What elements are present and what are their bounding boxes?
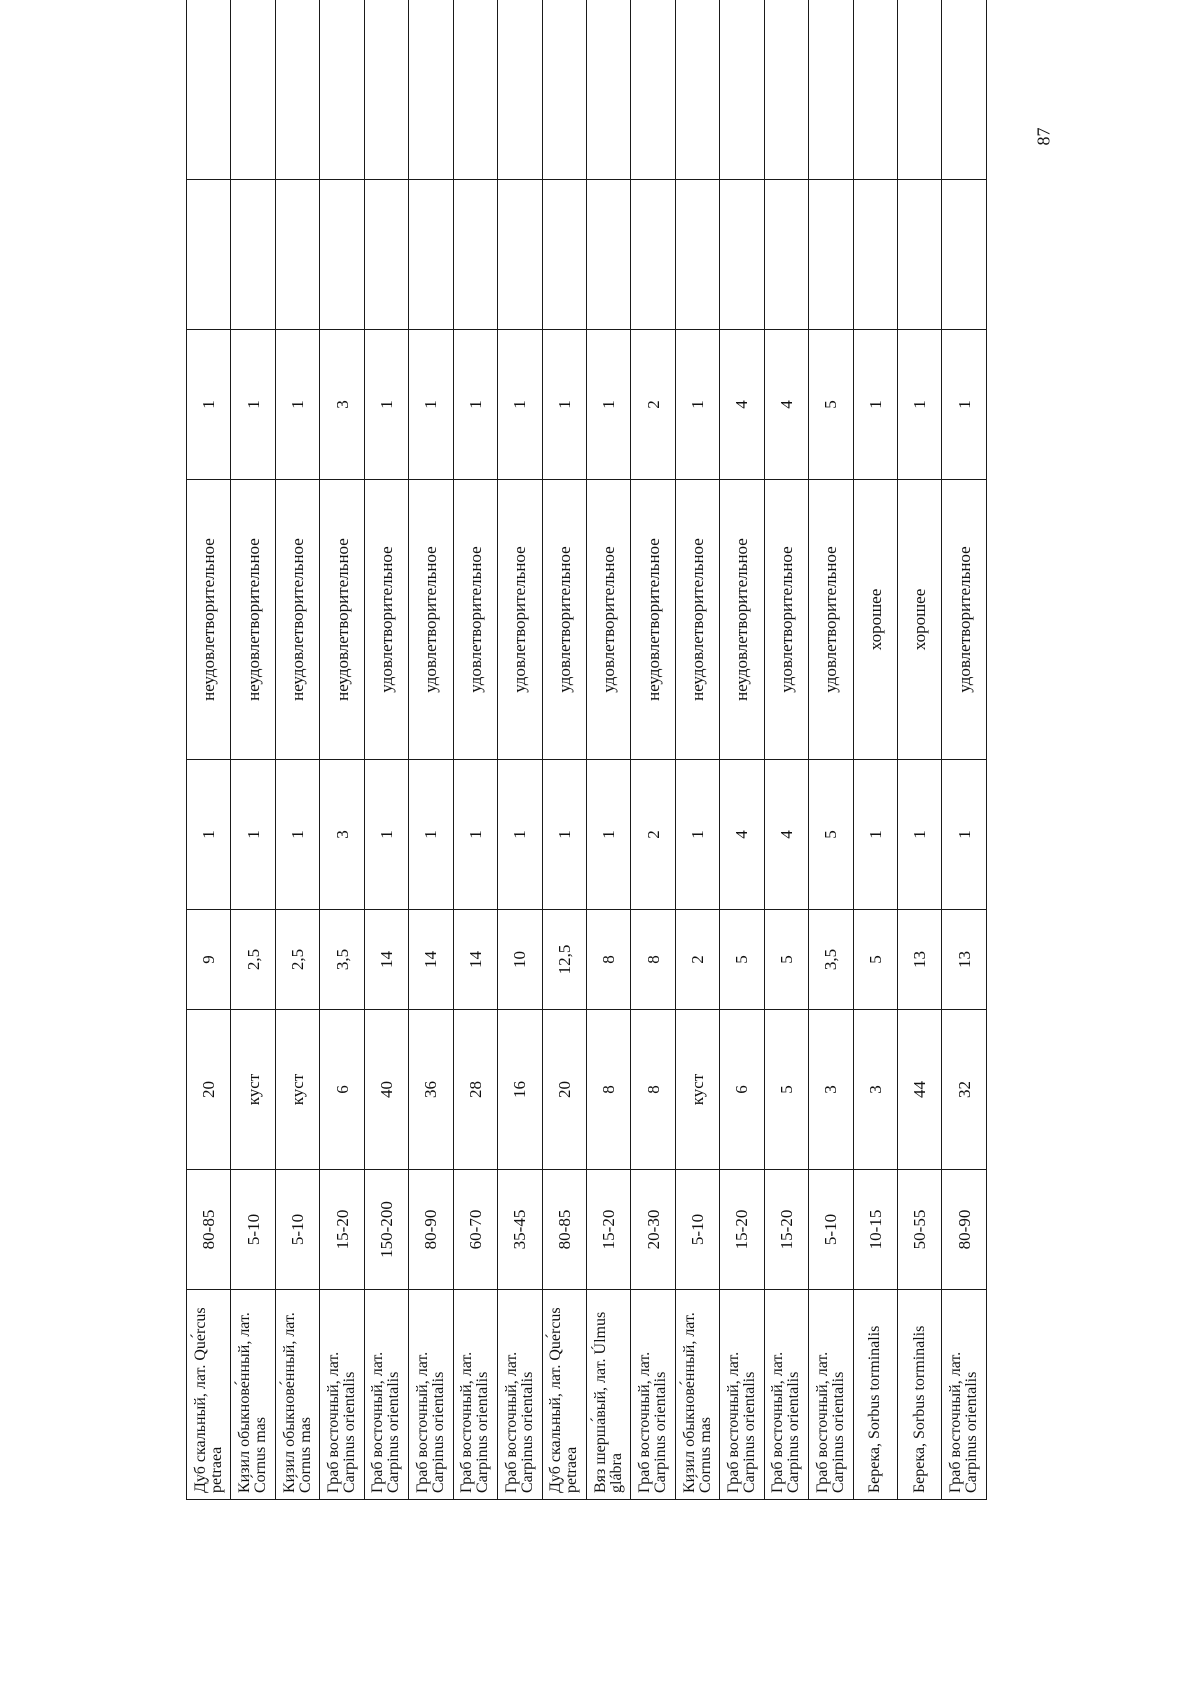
count2-cell: 3 xyxy=(320,330,364,480)
species-cell: Граб восточный, лат. Carpinus orientalis xyxy=(498,1290,542,1500)
count-cell: 1 xyxy=(942,760,986,910)
table-row xyxy=(498,0,542,1500)
age-cell: 60-70 xyxy=(453,1170,497,1290)
condition-cell: неудовлетворительное xyxy=(231,480,275,760)
count2-cell: 1 xyxy=(898,330,942,480)
height-cell: 3,5 xyxy=(320,910,364,1010)
empty-cell xyxy=(453,0,497,180)
table-row xyxy=(720,0,764,1500)
empty-cell xyxy=(275,0,319,180)
table-row xyxy=(898,0,942,1500)
empty-cell xyxy=(364,180,408,330)
empty-cell xyxy=(853,180,897,330)
species-cell: Граб восточный, лат. Carpinus orientalis xyxy=(942,1290,986,1500)
empty-cell xyxy=(720,0,764,180)
diameter-cell: 20 xyxy=(187,1010,231,1170)
age-cell: 20-30 xyxy=(631,1170,675,1290)
table-row xyxy=(453,0,497,1500)
empty-cell xyxy=(898,180,942,330)
height-cell: 8 xyxy=(586,910,630,1010)
height-cell: 2,5 xyxy=(231,910,275,1010)
empty-cell xyxy=(720,180,764,330)
empty-cell xyxy=(942,180,986,330)
count2-cell: 1 xyxy=(542,330,586,480)
age-cell: 15-20 xyxy=(586,1170,630,1290)
height-cell: 14 xyxy=(409,910,453,1010)
condition-cell: удовлетворительное xyxy=(364,480,408,760)
age-cell: 80-90 xyxy=(409,1170,453,1290)
height-cell: 14 xyxy=(364,910,408,1010)
species-cell: Вяз шерша́вый, лат. Úlmus glábra xyxy=(586,1290,630,1500)
species-cell: Берека, Sorbus torminalis xyxy=(853,1290,897,1500)
species-cell: Кизил обыкнове́нный, лат. Со́rnus mas xyxy=(231,1290,275,1500)
empty-cell xyxy=(542,180,586,330)
height-cell: 14 xyxy=(453,910,497,1010)
diameter-cell: 32 xyxy=(942,1010,986,1170)
species-cell: Граб восточный, лат. Carpinus orientalis xyxy=(809,1290,853,1500)
count-cell: 4 xyxy=(764,760,808,910)
count2-cell: 1 xyxy=(364,330,408,480)
count-cell: 1 xyxy=(275,760,319,910)
empty-cell xyxy=(320,180,364,330)
table-row xyxy=(409,0,453,1500)
empty-cell xyxy=(275,180,319,330)
empty-cell xyxy=(542,0,586,180)
count-cell: 1 xyxy=(898,760,942,910)
height-cell: 12,5 xyxy=(542,910,586,1010)
condition-cell: неудовлетворительное xyxy=(675,480,719,760)
condition-cell: удовлетворительное xyxy=(453,480,497,760)
age-cell: 5-10 xyxy=(675,1170,719,1290)
count2-cell: 1 xyxy=(409,330,453,480)
diameter-cell: 40 xyxy=(364,1010,408,1170)
table-row xyxy=(942,0,986,1500)
table-row xyxy=(275,0,319,1500)
condition-cell: удовлетворительное xyxy=(586,480,630,760)
empty-cell xyxy=(809,180,853,330)
empty-cell xyxy=(853,0,897,180)
empty-cell xyxy=(586,0,630,180)
height-cell: 5 xyxy=(720,910,764,1010)
condition-cell: удовлетворительное xyxy=(942,480,986,760)
height-cell: 5 xyxy=(853,910,897,1010)
count2-cell: 1 xyxy=(853,330,897,480)
height-cell: 13 xyxy=(942,910,986,1010)
table-row xyxy=(364,0,408,1500)
age-cell: 50-55 xyxy=(898,1170,942,1290)
count-cell: 3 xyxy=(320,760,364,910)
age-cell: 15-20 xyxy=(720,1170,764,1290)
age-cell: 150-200 xyxy=(364,1170,408,1290)
trees-table xyxy=(186,0,987,1500)
table-row xyxy=(231,0,275,1500)
empty-cell xyxy=(764,0,808,180)
condition-cell: удовлетворительное xyxy=(764,480,808,760)
empty-cell xyxy=(409,180,453,330)
table-row xyxy=(542,0,586,1500)
height-cell: 8 xyxy=(631,910,675,1010)
species-cell: Граб восточный, лат. Carpinus orientalis xyxy=(631,1290,675,1500)
count-cell: 1 xyxy=(498,760,542,910)
height-cell: 5 xyxy=(764,910,808,1010)
table-row xyxy=(631,0,675,1500)
count-cell: 1 xyxy=(409,760,453,910)
empty-cell xyxy=(231,0,275,180)
age-cell: 80-90 xyxy=(942,1170,986,1290)
empty-cell xyxy=(409,0,453,180)
condition-cell: удовлетворительное xyxy=(409,480,453,760)
species-cell: Кизил обыкнове́нный, лат. Со́rnus mas xyxy=(275,1290,319,1500)
condition-cell: неудовлетворительное xyxy=(320,480,364,760)
age-cell: 15-20 xyxy=(320,1170,364,1290)
diameter-cell: 5 xyxy=(764,1010,808,1170)
page-number: 87 xyxy=(1033,127,1054,146)
table-row xyxy=(853,0,897,1500)
table-row xyxy=(586,0,630,1500)
count-cell: 2 xyxy=(631,760,675,910)
condition-cell: неудовлетворительное xyxy=(275,480,319,760)
count-cell: 1 xyxy=(364,760,408,910)
diameter-cell: 8 xyxy=(631,1010,675,1170)
species-cell: Граб восточный, лат. Carpinus orientalis xyxy=(764,1290,808,1500)
condition-cell: неудовлетворительное xyxy=(720,480,764,760)
empty-cell xyxy=(675,0,719,180)
species-cell: Граб восточный, лат. Carpinus orientalis xyxy=(320,1290,364,1500)
diameter-cell: 20 xyxy=(542,1010,586,1170)
table-row xyxy=(675,0,719,1500)
empty-cell xyxy=(498,180,542,330)
diameter-cell: 6 xyxy=(720,1010,764,1170)
empty-cell xyxy=(453,180,497,330)
empty-cell xyxy=(675,180,719,330)
diameter-cell: куст xyxy=(675,1010,719,1170)
table-row xyxy=(320,0,364,1500)
diameter-cell: 8 xyxy=(586,1010,630,1170)
diameter-cell: 3 xyxy=(809,1010,853,1170)
empty-cell xyxy=(764,180,808,330)
empty-cell xyxy=(809,0,853,180)
count-cell: 5 xyxy=(809,760,853,910)
count-cell: 1 xyxy=(231,760,275,910)
age-cell: 5-10 xyxy=(809,1170,853,1290)
condition-cell: хорошее xyxy=(898,480,942,760)
rotated-page xyxy=(186,0,986,1500)
count2-cell: 1 xyxy=(675,330,719,480)
diameter-cell: 44 xyxy=(898,1010,942,1170)
empty-cell xyxy=(898,0,942,180)
diameter-cell: 3 xyxy=(853,1010,897,1170)
diameter-cell: куст xyxy=(231,1010,275,1170)
diameter-cell: 36 xyxy=(409,1010,453,1170)
count2-cell: 1 xyxy=(498,330,542,480)
height-cell: 2,5 xyxy=(275,910,319,1010)
empty-cell xyxy=(498,0,542,180)
age-cell: 5-10 xyxy=(231,1170,275,1290)
empty-cell xyxy=(631,0,675,180)
species-cell: Граб восточный, лат. Carpinus orientalis xyxy=(453,1290,497,1500)
condition-cell: неудовлетворительное xyxy=(631,480,675,760)
height-cell: 9 xyxy=(187,910,231,1010)
count2-cell: 1 xyxy=(586,330,630,480)
count2-cell: 4 xyxy=(720,330,764,480)
condition-cell: удовлетворительное xyxy=(498,480,542,760)
empty-cell xyxy=(586,180,630,330)
age-cell: 80-85 xyxy=(187,1170,231,1290)
table-row xyxy=(809,0,853,1500)
table-row xyxy=(187,0,231,1500)
count-cell: 1 xyxy=(542,760,586,910)
condition-cell: неудовлетворительное xyxy=(187,480,231,760)
count-cell: 1 xyxy=(187,760,231,910)
empty-cell xyxy=(320,0,364,180)
empty-cell xyxy=(364,0,408,180)
species-cell: Дуб скальный, лат. Quе́rcus pе́traea xyxy=(187,1290,231,1500)
count-cell: 1 xyxy=(853,760,897,910)
species-cell: Дуб скальный, лат. Quе́rcus pе́traea xyxy=(542,1290,586,1500)
empty-cell xyxy=(231,180,275,330)
condition-cell: удовлетворительное xyxy=(809,480,853,760)
condition-cell: хорошее xyxy=(853,480,897,760)
empty-cell xyxy=(631,180,675,330)
table-row xyxy=(764,0,808,1500)
count2-cell: 4 xyxy=(764,330,808,480)
condition-cell: удовлетворительное xyxy=(542,480,586,760)
count2-cell: 1 xyxy=(453,330,497,480)
count2-cell: 1 xyxy=(942,330,986,480)
diameter-cell: 16 xyxy=(498,1010,542,1170)
empty-cell xyxy=(942,0,986,180)
count2-cell: 2 xyxy=(631,330,675,480)
height-cell: 2 xyxy=(675,910,719,1010)
age-cell: 80-85 xyxy=(542,1170,586,1290)
age-cell: 15-20 xyxy=(764,1170,808,1290)
species-cell: Кизил обыкнове́нный, лат. Со́rnus mas xyxy=(675,1290,719,1500)
species-cell: Граб восточный, лат. Carpinus orientalis xyxy=(720,1290,764,1500)
count-cell: 1 xyxy=(453,760,497,910)
height-cell: 10 xyxy=(498,910,542,1010)
diameter-cell: 6 xyxy=(320,1010,364,1170)
height-cell: 3,5 xyxy=(809,910,853,1010)
table-body xyxy=(187,0,987,1500)
count-cell: 1 xyxy=(586,760,630,910)
age-cell: 35-45 xyxy=(498,1170,542,1290)
age-cell: 5-10 xyxy=(275,1170,319,1290)
species-cell: Граб восточный, лат. Carpinus orientalis xyxy=(364,1290,408,1500)
count2-cell: 5 xyxy=(809,330,853,480)
count-cell: 4 xyxy=(720,760,764,910)
diameter-cell: 28 xyxy=(453,1010,497,1170)
species-cell: Граб восточный, лат. Carpinus orientalis xyxy=(409,1290,453,1500)
species-cell: Берека, Sorbus torminalis xyxy=(898,1290,942,1500)
diameter-cell: куст xyxy=(275,1010,319,1170)
empty-cell xyxy=(187,0,231,180)
count2-cell: 1 xyxy=(231,330,275,480)
height-cell: 13 xyxy=(898,910,942,1010)
count2-cell: 1 xyxy=(187,330,231,480)
count2-cell: 1 xyxy=(275,330,319,480)
empty-cell xyxy=(187,180,231,330)
age-cell: 10-15 xyxy=(853,1170,897,1290)
count-cell: 1 xyxy=(675,760,719,910)
